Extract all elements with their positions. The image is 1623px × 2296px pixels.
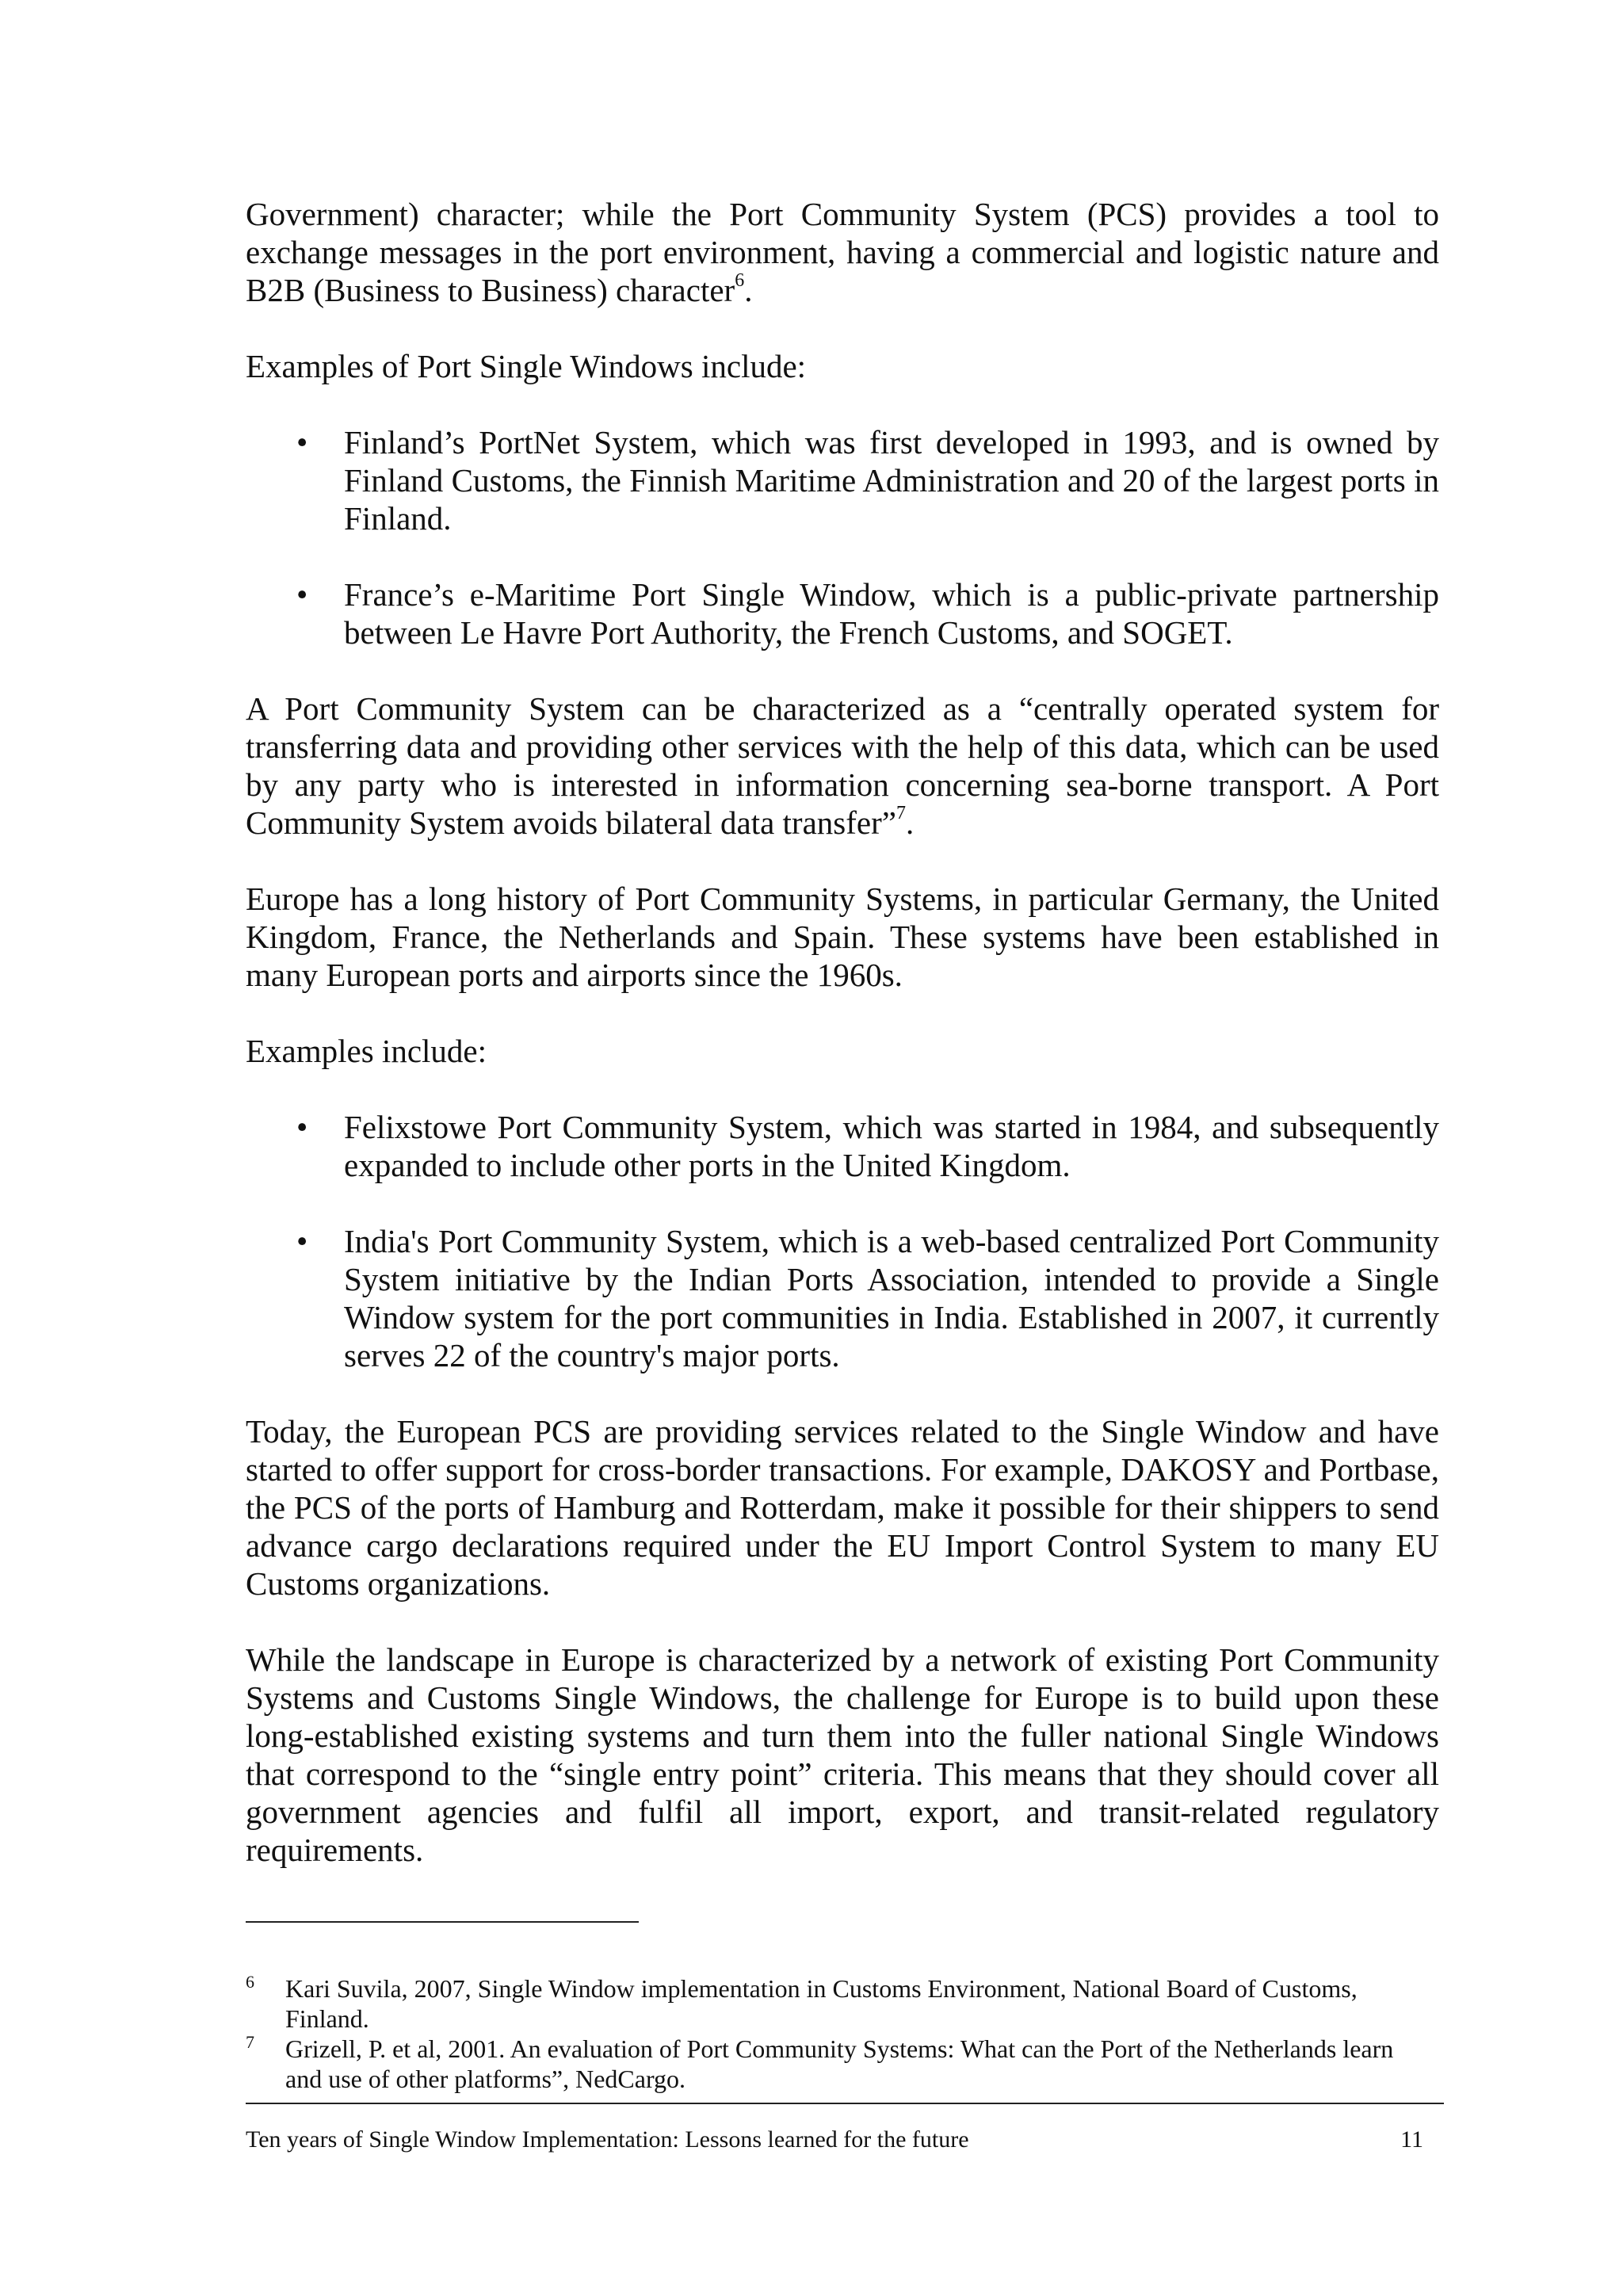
bullet-icon: • — [296, 576, 308, 613]
footnote-ref-6[interactable]: 6 — [735, 270, 745, 292]
footnote-ref-7[interactable]: 7 — [896, 803, 906, 824]
paragraph-examples-include: Examples include: — [246, 1033, 487, 1069]
bullet-icon: • — [296, 424, 308, 460]
paragraph-europe-landscape: While the landscape in Europe is characterized by a network of existing Port Community Systems and Customs Single Windows, the challenge for Europe is to build upon these long-established existing systems and turn them into the fuller national Single Windows that correspond to the “single entry point” criteria. This means that they should cover all government agencies and fulfil all import, export, and transit-related regulatory requirements. — [246, 1641, 1439, 1868]
paragraph-port-single-window-examples: Examples of Port Single Windows include: — [246, 348, 807, 384]
footer-title: Ten years of Single Window Implementation: Lessons learned for the future — [246, 2126, 969, 2153]
footnote-6 — [246, 1973, 1434, 2034]
page-number: 11 — [1400, 2126, 1423, 2153]
footnote-number: 7 — [246, 2032, 254, 2052]
page-footer — [246, 2126, 1423, 2154]
pcs-examples-list — [246, 1108, 1439, 1374]
footnote-text: Kari Suvila, 2007, Single Window implementation in Customs Environment, National Board of Customs, Finland. — [285, 1974, 1358, 2033]
paragraph-europe-history: Europe has a long history of Port Community Systems, in particular Germany, the United Kingdom, France, the Netherlands and Spain. These systems have been established in many European ports and airports since the 1960s. — [246, 881, 1439, 993]
footnote-divider — [246, 1921, 639, 1923]
list-item: • Felixstowe Port Community System, which was started in 1984, and subsequently expanded to include other ports in the United Kingdom. — [296, 1109, 1439, 1183]
footnotes — [246, 1973, 1434, 2094]
paragraph-pcs-definition: A Port Community System can be characterized as a “centrally operated system for transferring data and providing other services with the help of this data, which can be used by any party who is interested in information concerning sea-borne transport. A Port Community System avoids bilateral data transfer”$^7$. — [246, 690, 1439, 841]
footnote-number: 6 — [246, 1972, 254, 1992]
bullet-icon: • — [296, 1109, 308, 1145]
list-item: • Finland’s PortNet System, which was first developed in 1993, and is owned by Finland Customs, the Finnish Maritime Administration and 20 of the largest ports in Finland. — [296, 424, 1439, 537]
list-item: • France’s e-Maritime Port Single Window, which is a public-private partnership between Le Havre Port Authority, the French Customs, and SOGET. — [296, 576, 1439, 651]
paragraph-pcs-intro: Government) character; while the Port Community System (PCS) provides a tool to exchange messages in the port environment, having a commercial and logistic nature and B2B (Business to Business) character$^6$. — [246, 196, 1439, 308]
bullet-icon: • — [296, 1223, 308, 1259]
paragraph-european-pcs-today: Today, the European PCS are providing services related to the Single Window and have started to offer support for cross-border transactions. For example, DAKOSY and Portbase, the PCS of the ports of Hamburg and Rotterdam, make it possible for their shippers to send advance cargo declarations required under the EU Import Control System to many EU Customs organizations. — [246, 1413, 1439, 1602]
footer-divider — [246, 2103, 1444, 2104]
port-single-window-list — [246, 423, 1439, 651]
footnote-7 — [246, 2034, 1434, 2094]
body-text — [246, 195, 1439, 1907]
footnote-text: Grizell, P. et al, 2001. An evaluation of Port Community Systems: What can the Port of the Netherlands learn and use of other platforms”, NedCargo. — [285, 2034, 1394, 2093]
list-item: • India's Port Community System, which is a web-based centralized Port Community System initiative by the Indian Ports Association, intended to provide a Single Window system for the port communities in India. Established in 2007, it currently serves 22 of the country's major ports. — [296, 1223, 1439, 1373]
